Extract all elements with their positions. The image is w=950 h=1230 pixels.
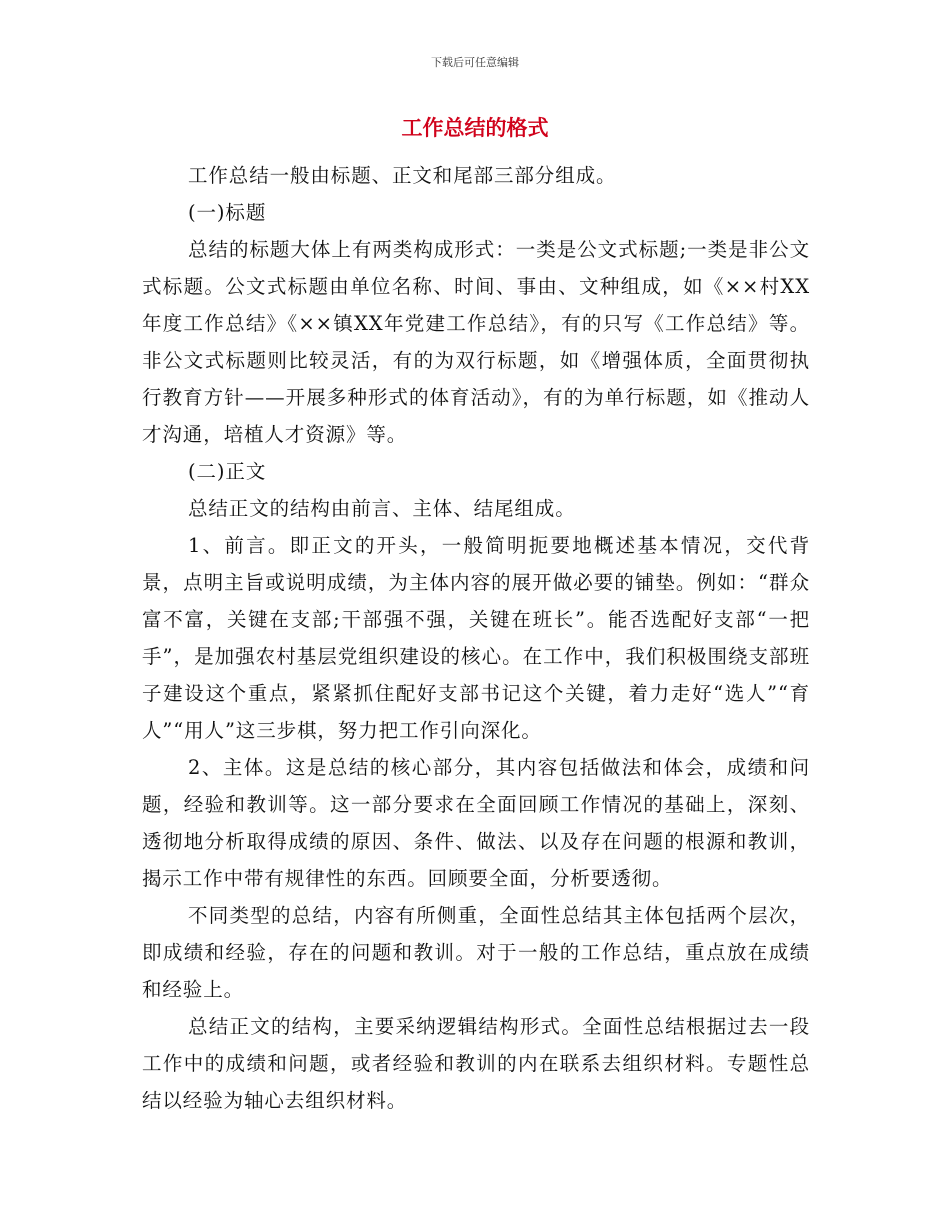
document-title: 工作总结的格式 [401, 116, 549, 140]
paragraph-body-structure: 总结正文的结构由前言、主体、结尾组成。 [188, 497, 576, 520]
paragraph-intro: 工作总结一般由标题、正文和尾部三部分组成。 [188, 164, 617, 187]
section-heading-body: (二)正文 [188, 460, 267, 483]
header-note: 下载后可任意编辑 [431, 56, 519, 69]
paragraph-logical-structure: 总结正文的结构，主要采纳逻辑结构形式。全面性总结根据过去一段工作中的成绩和问题，或者经验和教训的内在联系去组织材料。专题性总结以经验为轴心去组织材料。 [142, 1015, 810, 1112]
section-heading-title: (一)标题 [188, 201, 267, 224]
paragraph-preface: 1、前言。即正文的开头，一般简明扼要地概述基本情况，交代背景，点明主旨或说明成绩，为主体内容的展开做必要的铺垫。例如：“群众富不富，关键在支部;干部强不强，关键在班长”。能否选配好支部“一把手”，是加强农村基层党组织建设的核心。在工作中，我们积极围绕支部班子建设这个重点，紧紧抓住配好支部书记这个关键，着力走好“选人”“育人”“用人”这三步棋，努力把工作引向深化。 [142, 534, 810, 742]
paragraph-title-forms: 总结的标题大体上有两类构成形式：一类是公文式标题;一类是非公文式标题。公文式标题由单位名称、时间、事由、文种组成，如《××村XX年度工作总结》《××镇XX年党建工作总结》，有的只写《工作总结》等。非公文式标题则比较灵活，有的为双行标题，如《增强体质，全面贯彻执行教育方针——开展多种形式的体育活动》，有的为单行标题，如《推动人才沟通，培植人才资源》等。 [142, 238, 810, 446]
paragraph-main-body: 2、主体。这是总结的核心部分，其内容包括做法和体会，成绩和问题，经验和教训等。这一部分要求在全面回顾工作情况的基础上，深刻、透彻地分析取得成绩的原因、条件、做法、以及存在问题的根源和教训，揭示工作中带有规律性的东西。回顾要全面，分析要透彻。 [142, 756, 810, 890]
paragraph-summary-types: 不同类型的总结，内容有所侧重，全面性总结其主体包括两个层次，即成绩和经验，存在的问题和教训。对于一般的工作总结，重点放在成绩和经验上。 [142, 904, 810, 1001]
document-body [142, 157, 810, 1119]
